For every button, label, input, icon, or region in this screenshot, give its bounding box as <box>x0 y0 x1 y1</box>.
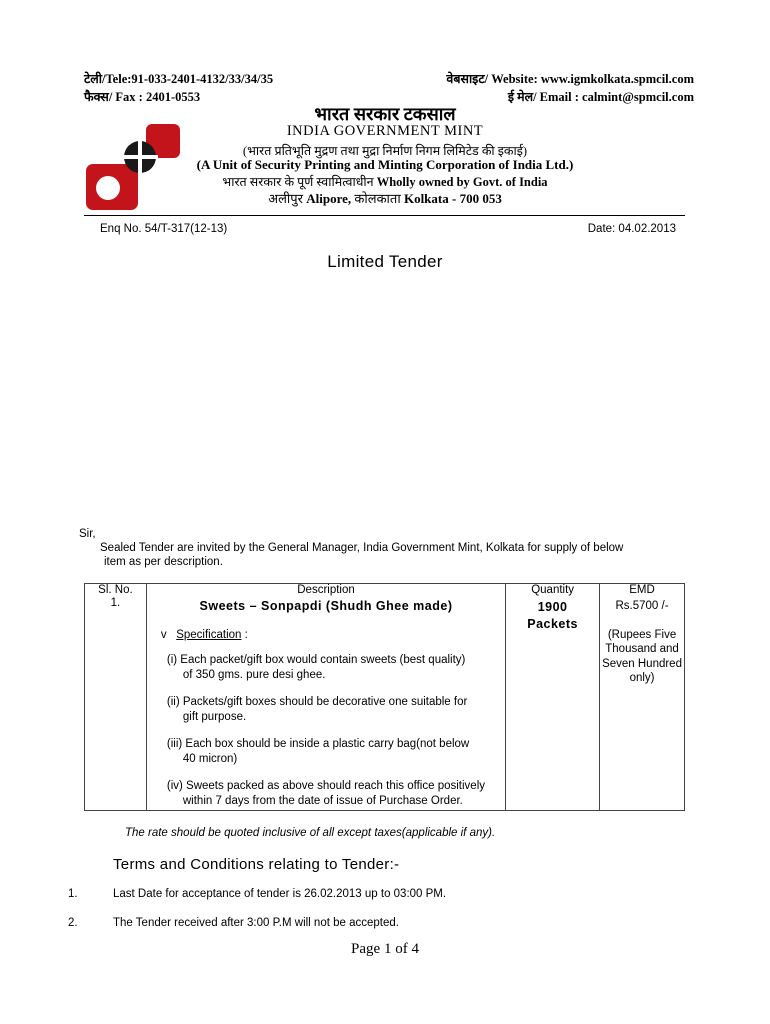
spec-item-lead: (i) Each packet/gift box would contain sweets (best quality) <box>166 654 466 666</box>
spec-bullet: v <box>160 629 167 641</box>
header-sl: Sl. No. <box>85 584 147 598</box>
cell-quantity <box>506 597 600 811</box>
spec-item-cont: gift purpose. <box>182 711 247 723</box>
document-date: Date: 04.02.2013 <box>587 223 676 235</box>
letter-body-2: item as per description. <box>104 556 223 568</box>
org-owned <box>0 173 770 190</box>
cell-description <box>146 597 505 811</box>
contact-left <box>84 70 273 106</box>
salutation: Sir, <box>79 528 96 540</box>
quantity-unit: Packets <box>527 617 578 631</box>
tender-table <box>84 583 685 811</box>
spec-item <box>167 779 505 809</box>
rate-note: The rate should be quoted inclusive of all except taxes(applicable if any). <box>125 827 496 839</box>
spec-item-lead: (iii) Each box should be inside a plastic carry bag(not below <box>166 738 470 750</box>
item-title: Sweets – Sonpapdi (Shudh Ghee made) <box>199 599 453 613</box>
terms-heading: Terms and Conditions relating to Tender:- <box>113 856 400 873</box>
page-number: Page 1 of 4 <box>351 941 419 957</box>
spec-item-cont: 40 micron) <box>182 753 238 765</box>
term-number: 1. <box>68 888 78 900</box>
term-text: Last Date for acceptance of tender is 26.02.2013 up to 03:00 PM. <box>113 888 447 900</box>
addr-hindi-2: कोलकाता <box>354 191 401 206</box>
header-rule <box>84 215 685 216</box>
spec-item-lead: (ii) Packets/gift boxes should be decorative one suitable for <box>166 696 468 708</box>
tele-line: टेली/Tele:91-033-2401-4132/33/34/35 <box>84 72 274 86</box>
fax-line: फैक्स/ Fax : 2401-0553 <box>84 90 201 104</box>
cell-emd <box>600 597 685 811</box>
addr-2: Kolkata - 700 053 <box>403 191 502 206</box>
spec-item-lead: (iv) Sweets packed as above should reach this office positively <box>166 780 485 792</box>
page-title: Limited Tender <box>327 252 443 271</box>
emd-words-2: Thousand and <box>605 643 679 655</box>
sl-number: 1. <box>110 597 121 609</box>
spec-colon: : <box>241 629 248 641</box>
header-emd: EMD <box>600 584 685 598</box>
emd-words-3: Seven Hundred <box>602 657 682 670</box>
emd-words-1: (Rupees Five <box>607 628 677 641</box>
emd-words-4: only) <box>629 672 655 684</box>
term-text: The Tender received after 3:00 P.M will not be accepted. <box>113 917 399 929</box>
org-owned-hindi: भारत सरकार के पूर्ण स्वामित्वाधीन <box>222 175 374 189</box>
org-unit-hindi: (भारत प्रतिभूति मुद्रण तथा मुद्रा निर्माण निगम लिमिटेड की इकाई) <box>242 144 528 158</box>
org-name-hindi: भारत सरकार टकसाल <box>314 104 456 124</box>
org-unit: (A Unit of Security Printing and Minting Corporation of India Ltd.) <box>196 157 574 172</box>
addr-1: Alipore, <box>306 191 352 206</box>
header-description: Description <box>146 584 505 598</box>
org-address <box>0 189 770 207</box>
spec-item <box>167 653 505 683</box>
spec-item <box>167 695 505 725</box>
org-name: INDIA GOVERNMENT MINT <box>286 123 484 139</box>
org-owned-english: Wholly owned by Govt. of India <box>376 175 548 189</box>
header-quantity: Quantity <box>506 584 600 598</box>
table-row <box>85 597 685 811</box>
spec-item <box>167 737 505 767</box>
spec-item-cont: of 350 gms. pure desi ghee. <box>182 669 326 681</box>
email-line: ई मेल/ Email : calmint@spmcil.com <box>507 90 694 104</box>
letter-body-1: Sealed Tender are invited by the General Manager, India Government Mint, Kolkata for supply of below <box>100 542 624 554</box>
contact-right <box>446 70 694 106</box>
cell-sl <box>85 597 147 811</box>
specification-heading <box>161 629 505 641</box>
emd-value: Rs.5700 /- <box>615 600 669 612</box>
addr-hindi-1: अलीपुर <box>268 191 303 206</box>
table-header-row <box>85 584 685 598</box>
enquiry-number: Enq No. 54/T-317(12-13) <box>100 223 228 235</box>
spec-item-cont: within 7 days from the date of issue of Purchase Order. <box>182 795 463 807</box>
quantity-value: 1900 <box>537 600 568 614</box>
spec-label: Specification <box>176 629 242 641</box>
term-number: 2. <box>68 917 78 929</box>
website-line: वेबसाइट/ Website: www.igmkolkata.spmcil.com <box>446 72 694 86</box>
